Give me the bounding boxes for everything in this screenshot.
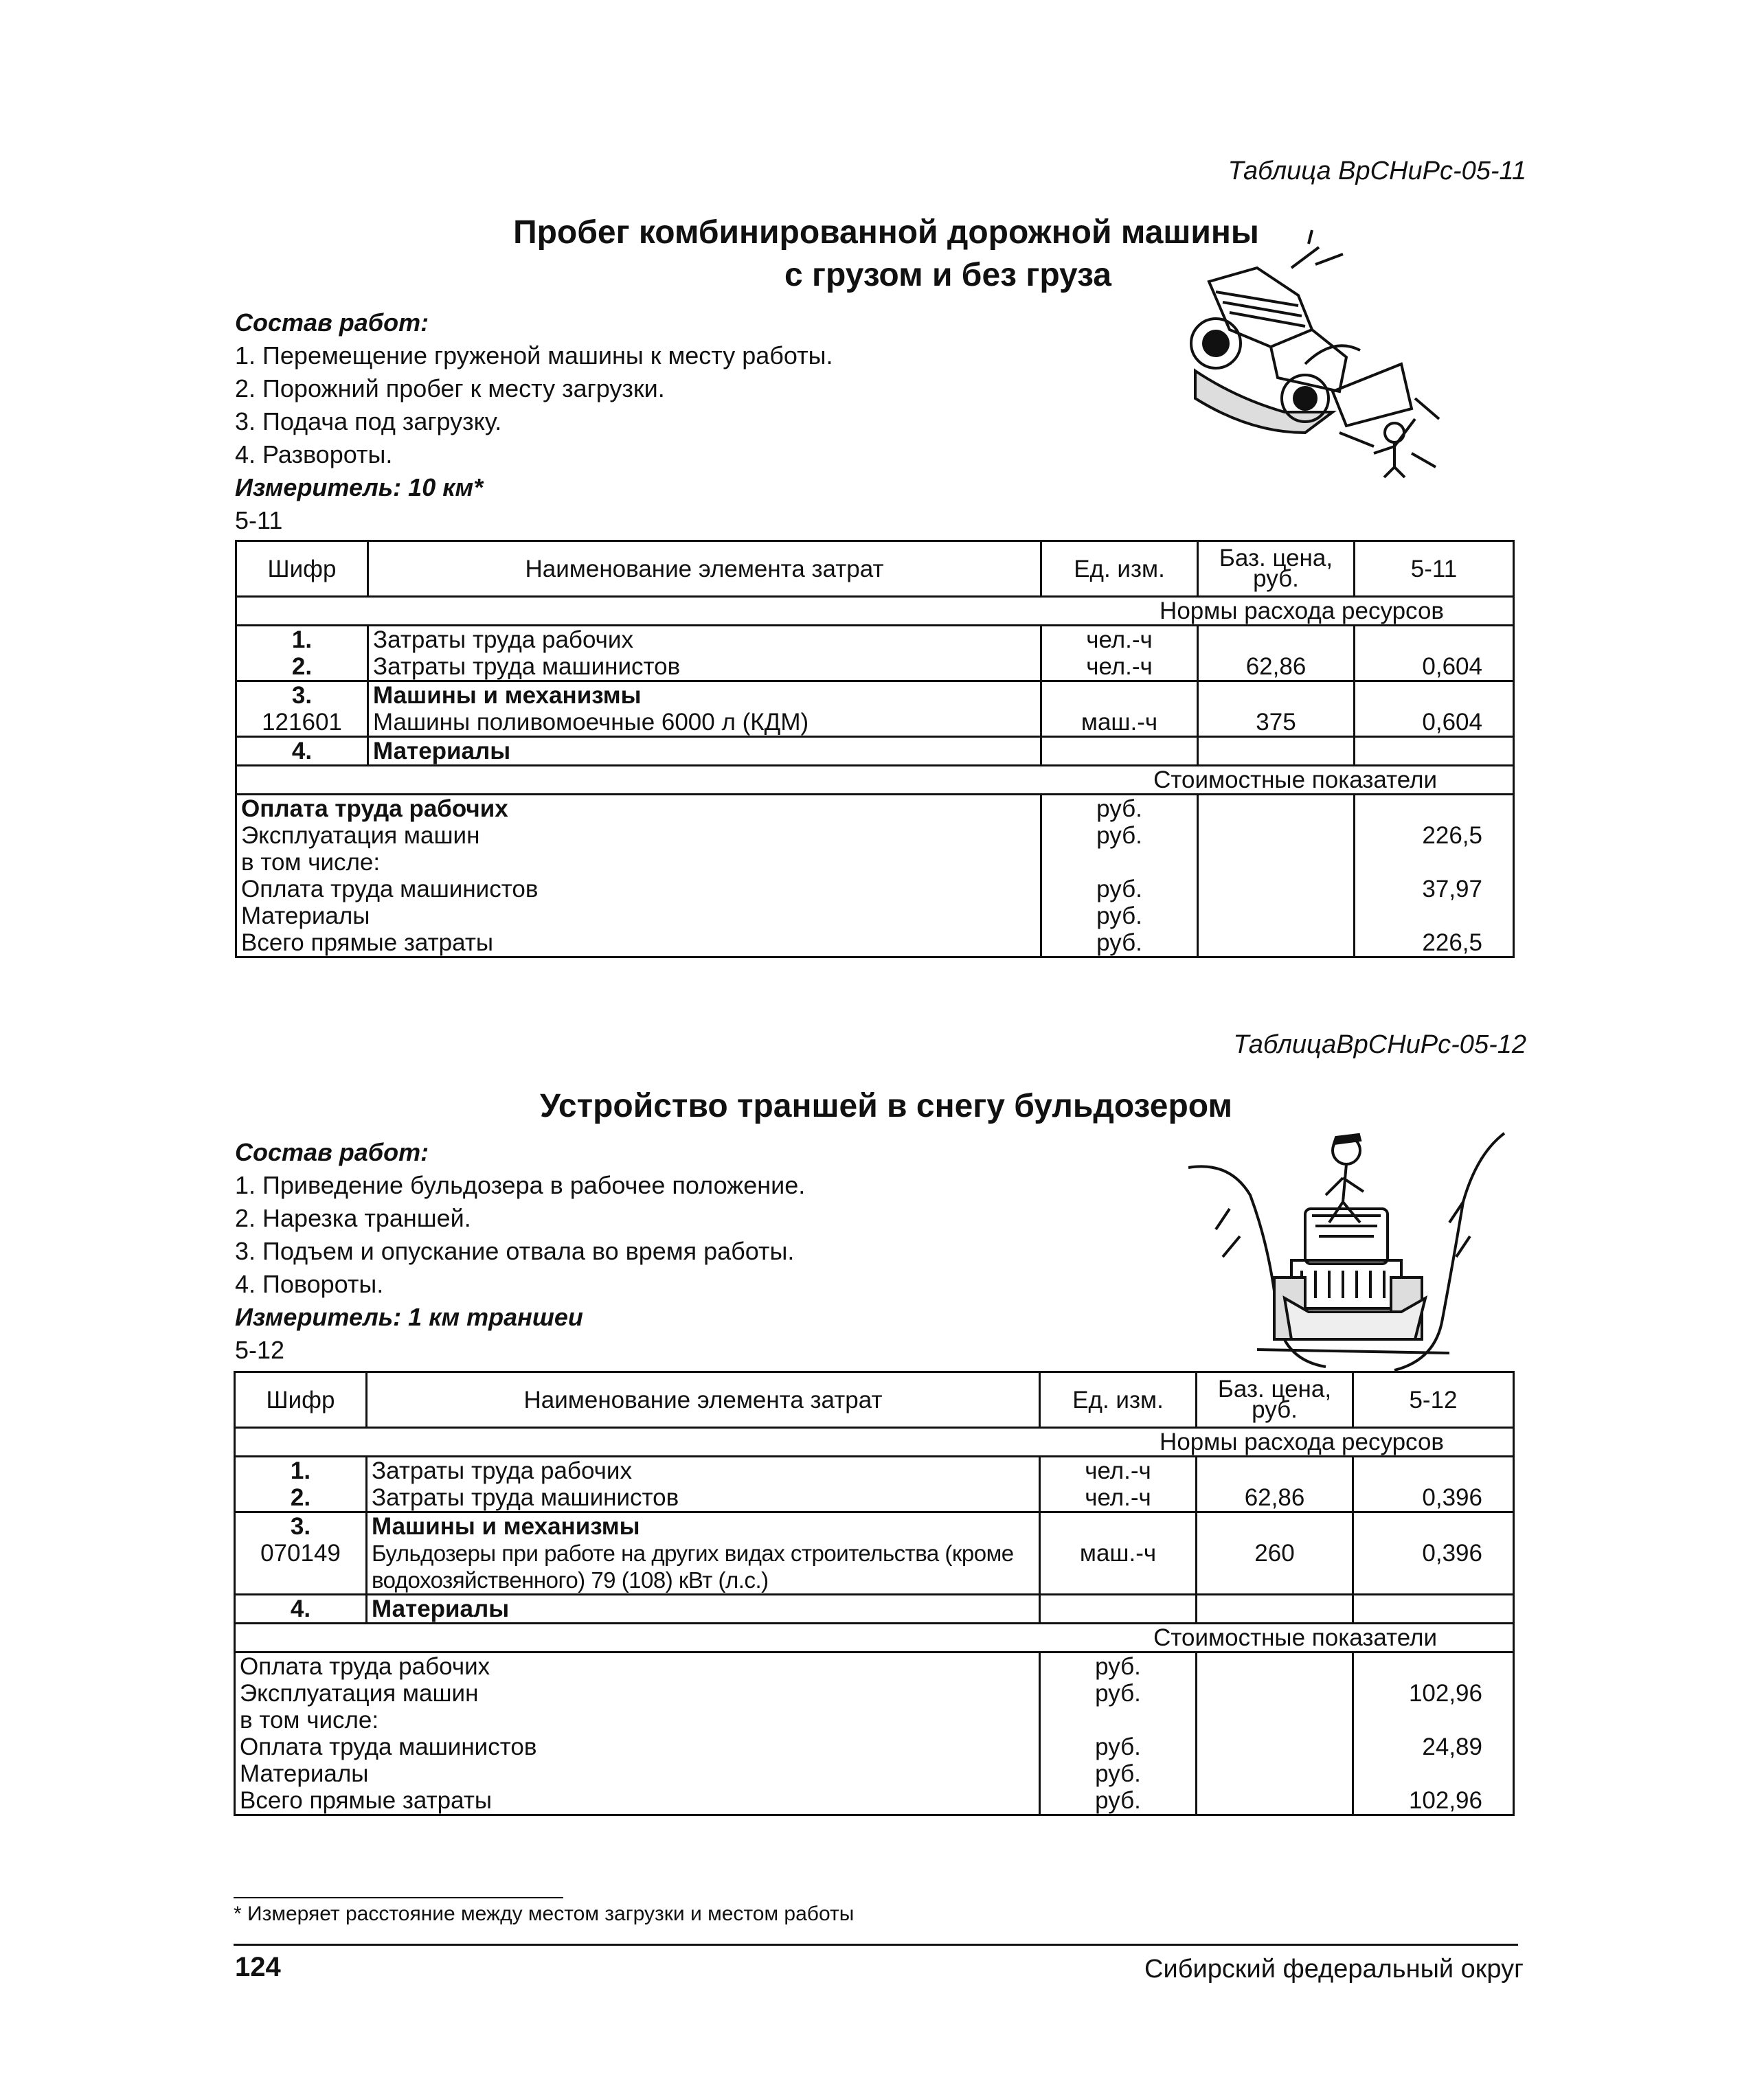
table-row: 2. Затраты труда машинистов чел.-ч 62,86 0,604 [236,653,1514,681]
table-row: 3. Машины и механизмы [236,681,1514,709]
step-4: 4. Развороты. [235,440,393,468]
norm-code: 5-12 [235,1336,285,1364]
meter: Измеритель: 10 км* [235,473,484,501]
table-header [236,541,1514,597]
step-1: 1. Перемещение груженой машины к месту работы. [235,341,833,370]
col-name: Наименование элемента затрат [368,541,1041,597]
composition-heading: Состав работ: [235,1138,429,1166]
road-machine-illustration [1168,227,1443,481]
title-line-1: Пробег комбинированной дорожной машины [513,214,1259,251]
col-code: Шифр [236,541,368,597]
col-norm: 5-11 [1355,541,1514,597]
region-name: Сибирский федеральный округ [1144,1955,1524,1984]
step-1: 1. Приведение бульдозера в рабочее положение. [235,1171,806,1199]
col-name: Наименование элемента затрат [367,1372,1040,1428]
bulldozer-illustration [1188,1113,1518,1381]
norms-table-2 [234,1371,1515,1816]
table-label: Таблица ВрСНиРс-05-11 [1228,157,1526,185]
table-row: Оплата труда машинистов руб. 24,89 [235,1734,1514,1760]
step-3: 3. Подача под загрузку. [235,407,502,435]
norm-code: 5-11 [235,506,283,534]
norms-table-1 [235,540,1515,958]
page-number: 124 [235,1952,281,1982]
work-composition [235,1136,1128,1367]
table-row: Эксплуатация машин руб. 102,96 [235,1680,1514,1707]
table-row: 3. Машины и механизмы [235,1512,1514,1541]
norms-heading: Нормы расхода ресурсов [235,1428,1514,1457]
table-row: Материалы руб. [236,902,1514,929]
table-row: 4. Материалы [236,737,1514,766]
composition-heading: Состав работ: [235,308,429,337]
table-row: Эксплуатация машин руб. 226,5 [236,822,1514,849]
table-row: в том числе: [235,1707,1514,1734]
step-3: 3. Подъем и опускание отвала во время работы. [235,1237,795,1265]
work-composition [235,306,1128,537]
title-line-2: с грузом и без груза [784,257,1111,293]
footer-divider [234,1944,1518,1946]
table-row: Всего прямые затраты руб. 102,96 [235,1787,1514,1815]
table-row: 4. Материалы [235,1595,1514,1624]
norms-heading: Нормы расхода ресурсов [236,597,1514,626]
footnote: * Измеряет расстояние между местом загрузки и местом работы [234,1902,855,1925]
cost-heading: Стоимостные показатели [235,1624,1514,1652]
col-price: Баз. цена, руб. [1197,1372,1353,1428]
table-row: 1. Затраты труда рабочих чел.-ч [235,1457,1514,1485]
col-unit: Ед. изм. [1040,1372,1197,1428]
cost-heading: Стоимостные показатели [236,766,1514,795]
table-label: ТаблицаВрСНиРс-05-12 [1233,1030,1526,1059]
table-row: Оплата труда рабочих руб. [235,1652,1514,1681]
footnote-divider [234,1897,563,1898]
table-row: Оплата труда рабочих руб. [236,795,1514,823]
table-header [235,1372,1514,1428]
col-unit: Ед. изм. [1041,541,1198,597]
table-row: 1. Затраты труда рабочих чел.-ч [236,626,1514,654]
meter: Измеритель: 1 км траншеи [235,1303,583,1331]
table-row: Всего прямые затраты руб. 226,5 [236,929,1514,957]
col-norm: 5-12 [1353,1372,1514,1428]
step-4: 4. Повороты. [235,1270,384,1298]
step-2: 2. Порожний пробег к месту загрузки. [235,374,665,402]
col-price: Баз. цена, руб. [1198,541,1355,597]
table-row: 2. Затраты труда машинистов чел.-ч 62,86 0,396 [235,1484,1514,1512]
title-line-1: Устройство траншей в снегу бульдозером [540,1088,1232,1124]
col-code: Шифр [235,1372,367,1428]
table-row: 070149 Бульдозеры при работе на других видах строительства (кроме водохозяйственного) 79 (108) кВт (л.с.) маш.-ч 260 0,396 [235,1540,1514,1595]
table-row: 121601 Машины поливомоечные 6000 л (КДМ) маш.-ч 375 0,604 [236,709,1514,737]
table-row: Оплата труда машинистов руб. 37,97 [236,876,1514,902]
table-row: в том числе: [236,849,1514,876]
step-2: 2. Нарезка траншей. [235,1204,471,1232]
table-row: Материалы руб. [235,1760,1514,1787]
